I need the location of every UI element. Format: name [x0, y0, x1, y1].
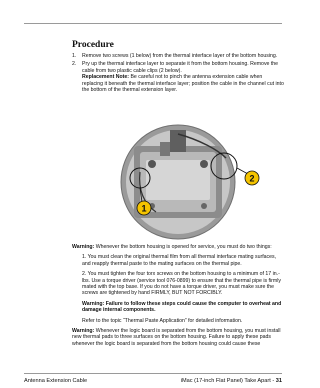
step-item: [72, 61, 284, 94]
warning-item-2: 2. You must tighten the four torx screws on the bottom housing to a minimum of 17 in.-lbs. Use a torque driver (service tool 076-0899) to ensure that the thermal pipe is firmly mated with the top base. If you do not have a torque driver, you must make sure the screws are tightened by hand FIRMLY, BUT NOT FORCIBLY.: [82, 271, 281, 297]
replacement-note-label: Replacement Note:: [82, 74, 129, 81]
replacement-note-text: Be careful not to pinch the antenna extension cable when replacing it beneath the thermal interface layer; position the cable in the channel cut into the bottom of the thermal extension layer.: [82, 74, 284, 94]
top-rule: [24, 23, 282, 24]
step-text: Remove two screws (1 below) from the thermal interface layer of the bottom housing.: [82, 53, 278, 59]
warning-paragraph: [72, 328, 284, 347]
svg-text:1: 1: [141, 203, 147, 214]
footer-doc-title: [181, 378, 282, 384]
footer-section-title: Antenna Extension Cable: [24, 378, 88, 384]
warning-text: Whenever the bottom housing is opened for service, you must do two things:: [95, 244, 272, 250]
svg-text:2: 2: [249, 173, 255, 184]
page-number: 31: [275, 378, 282, 384]
overheat-warning: Warning: Failure to follow these steps could cause the computer to overheat and damage internal components.: [82, 300, 282, 314]
step-item: [72, 53, 284, 60]
bottom-housing-photo: [100, 120, 265, 240]
callout-1: [137, 201, 151, 215]
procedure-heading: Procedure: [72, 40, 114, 50]
warnings-section: [72, 244, 284, 351]
step-number: 1.: [72, 53, 77, 59]
step-list: [72, 53, 284, 96]
callout-2: [245, 171, 259, 185]
step-number: 2.: [72, 61, 77, 68]
thermal-paste-reference: Refer to the topic “Thermal Paste Application” for detailed information.: [82, 317, 243, 324]
warning-text: Whenever the logic board is separated from the bottom housing, you must install new thermal pads to three surfaces on the bottom housing. Failure to apply these pads whenever the logic board is separated from the bottom housing could cause these: [72, 328, 281, 347]
bottom-rule: [24, 373, 282, 374]
warning-label: Warning:: [72, 244, 95, 250]
warning-label: Warning:: [72, 328, 95, 335]
warning-paragraph: [72, 244, 284, 250]
footer-title-text: iMac (17-inch Flat Panel) Take Apart -: [180, 378, 276, 384]
warning-item-1: 1. You must clean the original thermal film from all thermal interface mating surfaces, and reapply thermal paste to the mating surfaces on the thermal pipe.: [82, 254, 277, 267]
step-text: Pry up the thermal interface layer to separate it from the bottom housing. Remove the cable from two plastic cable clips (2 below).: [82, 61, 279, 74]
